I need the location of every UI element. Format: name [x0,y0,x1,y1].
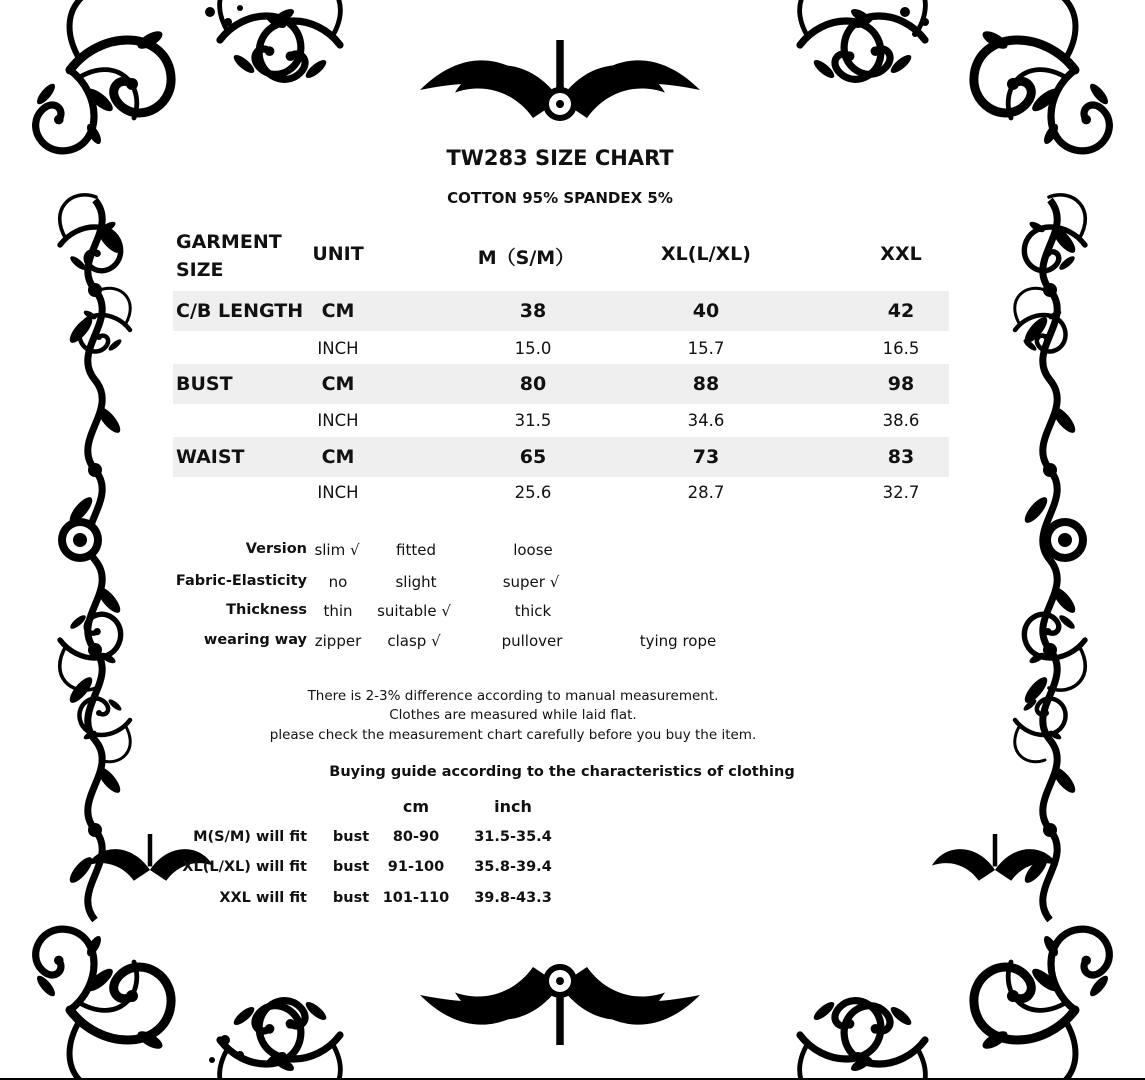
characteristic-option: fitted [396,541,436,559]
header-garment-size: GARMENT SIZE [176,231,282,281]
characteristic-option: clasp √ [387,632,441,650]
characteristic-label: Thickness [226,602,307,618]
value-cell: 42 [887,300,915,322]
row-unit: INCH [317,483,359,502]
guide-cm: 91-100 [387,859,445,875]
header-size-xxl: XXL [880,243,922,265]
characteristic-option: no [328,573,348,591]
value-cell: 28.7 [687,483,725,502]
row-label: C/B LENGTH [176,300,304,322]
value-cell: 16.5 [882,339,920,358]
characteristic-option: thin [323,602,353,620]
row-unit: INCH [317,339,359,358]
value-cell: 83 [887,446,915,468]
fabric-composition: COTTON 95% SPANDEX 5% [447,189,673,207]
guide-inch: 31.5-35.4 [474,829,552,845]
row-unit: CM [321,300,355,322]
guide-cm: 80-90 [392,829,440,845]
value-cell: 65 [519,446,547,468]
value-cell: 38 [519,300,547,322]
characteristic-option: tying rope [639,632,717,650]
row-unit: CM [321,446,355,468]
guide-cm: 101-110 [382,890,450,906]
guide-inch: 35.8-39.4 [474,859,552,875]
value-cell: 25.6 [514,483,552,502]
guide-size: M(S/M) will fit [193,829,307,845]
header-size-m: M（S/M） [477,247,575,269]
column-cm: cm [402,797,430,816]
value-cell: 73 [692,446,720,468]
row-band [173,437,949,477]
row-label: WAIST [176,446,245,468]
value-cell: 15.7 [687,339,725,358]
characteristic-label: Fabric-Elasticity [175,573,307,589]
characteristic-option: loose [513,541,553,559]
characteristic-option: slight [395,573,437,591]
value-cell: 80 [519,373,547,395]
column-inch: inch [494,797,532,816]
characteristic-option: pullover [501,632,563,650]
guide-size: XL(L/XL) will fit [182,859,307,875]
value-cell: 32.7 [882,483,920,502]
characteristic-label: wearing way [203,632,307,648]
row-unit: INCH [317,411,359,430]
value-cell: 40 [692,300,720,322]
characteristic-label: Version [245,541,307,557]
guide-inch: 39.8-43.3 [474,890,552,906]
characteristic-option: super √ [502,573,560,591]
guide-part: bust [332,859,370,875]
header-size-xl: XL(L/XL) [661,243,751,265]
note-line: please check the measurement chart carefully before you buy the item. [269,727,757,743]
value-cell: 98 [887,373,915,395]
characteristic-option: zipper [314,632,362,650]
row-label: BUST [176,373,233,395]
note-line: There is 2-3% difference according to manual measurement. [307,688,719,704]
row-band [173,364,949,404]
note-line: Clothes are measured while laid flat. [389,707,637,723]
characteristic-option: slim √ [314,541,360,559]
value-cell: 15.0 [514,339,552,358]
characteristic-option: thick [514,602,552,620]
chart-title: TW283 SIZE CHART [446,146,674,170]
value-cell: 34.6 [687,411,725,430]
buying-guide-title: Buying guide according to the characteristics of clothing [329,764,795,780]
guide-part: bust [332,890,370,906]
value-cell: 31.5 [514,411,552,430]
characteristic-option: suitable √ [377,602,451,620]
guide-size: XXL will fit [219,890,307,906]
row-unit: CM [321,373,355,395]
guide-part: bust [332,829,370,845]
header-unit: UNIT [312,243,364,265]
value-cell: 38.6 [882,411,920,430]
value-cell: 88 [692,373,720,395]
